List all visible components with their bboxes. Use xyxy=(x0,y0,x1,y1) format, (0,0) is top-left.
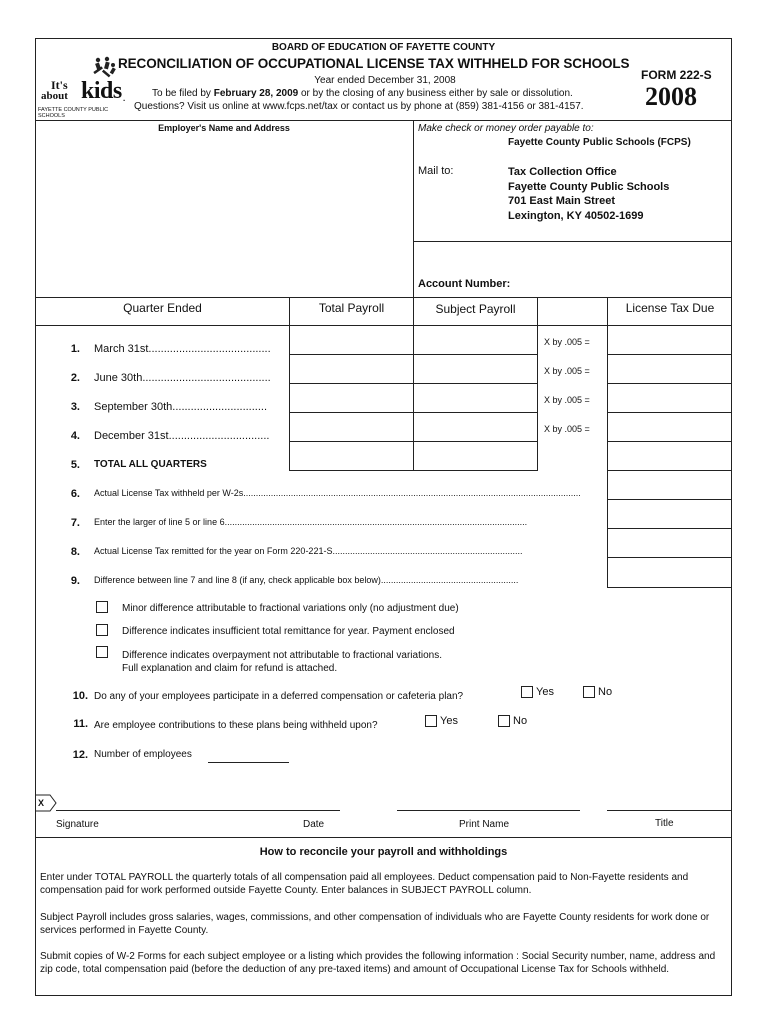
overpayment-label-1: Difference indicates overpayment not attributable to fractional variations. xyxy=(122,650,442,661)
print-name-label: Print Name xyxy=(459,819,510,830)
title-line xyxy=(607,810,732,811)
payable-to: Fayette County Public Schools (FCPS) xyxy=(508,137,691,148)
license-tax-q2[interactable] xyxy=(608,355,731,383)
header-total-payroll: Total Payroll xyxy=(318,301,385,315)
rate-q2: X by .005 = xyxy=(544,366,590,376)
line-6-label: Actual License Tax withheld per W-2s....................................................................................................................................... xyxy=(94,488,581,498)
quarter-label-q2: June 30th.......................................... xyxy=(94,372,271,384)
form-title: RECONCILIATION OF OCCUPATIONAL LICENSE TAX WITHHELD FOR SCHOOLS xyxy=(118,56,630,71)
instructions-heading: How to reconcile your payroll and withholdings xyxy=(259,846,508,858)
title-label: Title xyxy=(655,818,674,829)
row-number: 6. xyxy=(70,488,80,500)
line-9-label: Difference between line 7 and line 8 (if any, check applicable box below)....................................................... xyxy=(94,575,519,585)
q11-no-label: No xyxy=(513,715,528,727)
signature-label: Signature xyxy=(56,819,99,830)
line-7-label: Enter the larger of line 5 or line 6......................................................................................................................... xyxy=(94,517,528,527)
quarter-label-q1: March 31st........................................ xyxy=(94,343,271,355)
line-8-label: Actual License Tax remitted for the year on Form 220-221-S............................................................................ xyxy=(94,546,523,556)
row-number: 5. xyxy=(70,459,80,471)
filing-deadline: To be filed by February 28, 2009 or by the closing of any business either by sale or dissolution. xyxy=(152,88,573,99)
overpayment-label-2: Full explanation and claim for refund is attached. xyxy=(122,663,338,674)
license-tax-q3[interactable] xyxy=(608,384,731,412)
fcps-logo: It's about kids . FAYETTE COUNTY PUBLIC SCHOOLS xyxy=(37,56,129,118)
q12-label: Number of employees xyxy=(94,749,192,760)
payable-label: Make check or money order payable to: xyxy=(418,123,594,134)
quarter-label-q4: December 31st................................. xyxy=(94,430,270,442)
row-number: 10. xyxy=(72,690,88,702)
employees-count-line xyxy=(208,762,289,763)
subject-payroll-q2[interactable] xyxy=(414,355,537,383)
quarter-label-q3: September 30th............................... xyxy=(94,401,268,413)
row-number: 12. xyxy=(72,749,88,761)
mail-label: Mail to: xyxy=(418,165,454,177)
print-name-input[interactable] xyxy=(397,792,580,810)
signature-line xyxy=(56,810,340,811)
row-number: 1. xyxy=(70,343,80,355)
total-payroll-q1[interactable] xyxy=(290,326,413,354)
q10-label: Do any of your employees participate in a deferred compensation or cafeteria plan? xyxy=(94,691,464,702)
license-tax-total[interactable] xyxy=(608,442,731,470)
overpayment-checkbox[interactable] xyxy=(96,646,108,658)
total-all-quarters-label: TOTAL ALL QUARTERS xyxy=(94,459,207,470)
header-license-tax-due: License Tax Due xyxy=(625,301,715,315)
subject-payroll-total[interactable] xyxy=(414,442,537,470)
q10-yes-checkbox[interactable] xyxy=(521,686,533,698)
total-payroll-q4[interactable] xyxy=(290,413,413,441)
total-payroll-q2[interactable] xyxy=(290,355,413,383)
line-7-input[interactable] xyxy=(608,500,731,528)
employer-label: Employer's Name and Address xyxy=(158,123,290,133)
account-number-label: Account Number: xyxy=(418,278,511,290)
subject-payroll-q4[interactable] xyxy=(414,413,537,441)
line-6-input[interactable] xyxy=(608,471,731,499)
row-number: 8. xyxy=(70,546,80,558)
contact-info: Questions? Visit us online at www.fcps.net/tax or contact us by phone at (859) 381-4156 or 381-4157. xyxy=(134,101,584,112)
license-tax-q4[interactable] xyxy=(608,413,731,441)
row-number: 2. xyxy=(70,372,80,384)
q11-no-checkbox[interactable] xyxy=(498,715,510,727)
row-number: 9. xyxy=(70,575,80,587)
account-number-input[interactable] xyxy=(520,272,725,292)
form-number: FORM 222-S xyxy=(641,68,712,82)
board-title: BOARD OF EDUCATION OF FAYETTE COUNTY xyxy=(271,42,496,53)
subject-payroll-q1[interactable] xyxy=(414,326,537,354)
header-quarter-ended: Quarter Ended xyxy=(123,301,202,315)
row-number: 3. xyxy=(70,401,80,413)
q10-yes-label: Yes xyxy=(536,686,554,698)
subject-payroll-q3[interactable] xyxy=(414,384,537,412)
row-number: 7. xyxy=(70,517,80,529)
insufficient-remittance-label: Difference indicates insufficient total remittance for year. Payment enclosed xyxy=(122,626,455,637)
row-number: 4. xyxy=(70,430,80,442)
line-8-input[interactable] xyxy=(608,529,731,557)
header-subject-payroll: Subject Payroll xyxy=(435,302,516,316)
minor-difference-label: Minor difference attributable to fractional variations only (no adjustment due) xyxy=(122,603,459,614)
total-payroll-total[interactable] xyxy=(290,442,413,470)
signature-x: X xyxy=(38,798,45,808)
instructions-p2: Subject Payroll includes gross salaries, wages, commissions, and other compensation of individuals who are Fayette County residents for work done or services performed in Fayette County. xyxy=(40,912,710,936)
signature-input[interactable] xyxy=(60,792,330,810)
q10-no-label: No xyxy=(598,686,613,698)
mailing-address: Tax Collection Office Fayette County Public Schools 701 East Main Street Lexington, KY 40502-1699 xyxy=(508,166,670,222)
year-ended: Year ended December 31, 2008 xyxy=(314,75,456,86)
employer-address-field[interactable] xyxy=(40,138,408,293)
q10-no-checkbox[interactable] xyxy=(583,686,595,698)
instructions-p1: Enter under TOTAL PAYROLL the quarterly totals of all compensation paid all employees. Deduct compensation paid to Non-Fayette residents and compensation paid for work performed outside Fayette County. Enter balances in SUBJECT PAYROLL column. xyxy=(40,872,689,896)
row-number: 11. xyxy=(73,718,88,730)
q11-yes-label: Yes xyxy=(440,715,458,727)
rate-q4: X by .005 = xyxy=(544,424,590,434)
employees-count-input[interactable] xyxy=(208,746,289,762)
insufficient-remittance-checkbox[interactable] xyxy=(96,624,108,636)
line-9-input[interactable] xyxy=(608,558,731,587)
rate-q1: X by .005 = xyxy=(544,337,590,347)
minor-difference-checkbox[interactable] xyxy=(96,601,108,613)
print-name-line xyxy=(397,810,580,811)
q11-label: Are employee contributions to these plans being withheld upon? xyxy=(94,720,378,731)
q11-yes-checkbox[interactable] xyxy=(425,715,437,727)
total-payroll-q3[interactable] xyxy=(290,384,413,412)
date-label: Date xyxy=(303,819,325,830)
form-year: 2008 xyxy=(645,82,697,111)
rate-q3: X by .005 = xyxy=(544,395,590,405)
license-tax-q1[interactable] xyxy=(608,326,731,354)
title-input[interactable] xyxy=(607,792,732,810)
instructions-p3: Submit copies of W-2 Forms for each subject employee or a listing which provides the following information : Social Security number, name, address and zip code, total compensation paid (before the deduction of any pre-taxed items) and amount of Occupational License Tax for Schools withheld. xyxy=(40,951,716,975)
